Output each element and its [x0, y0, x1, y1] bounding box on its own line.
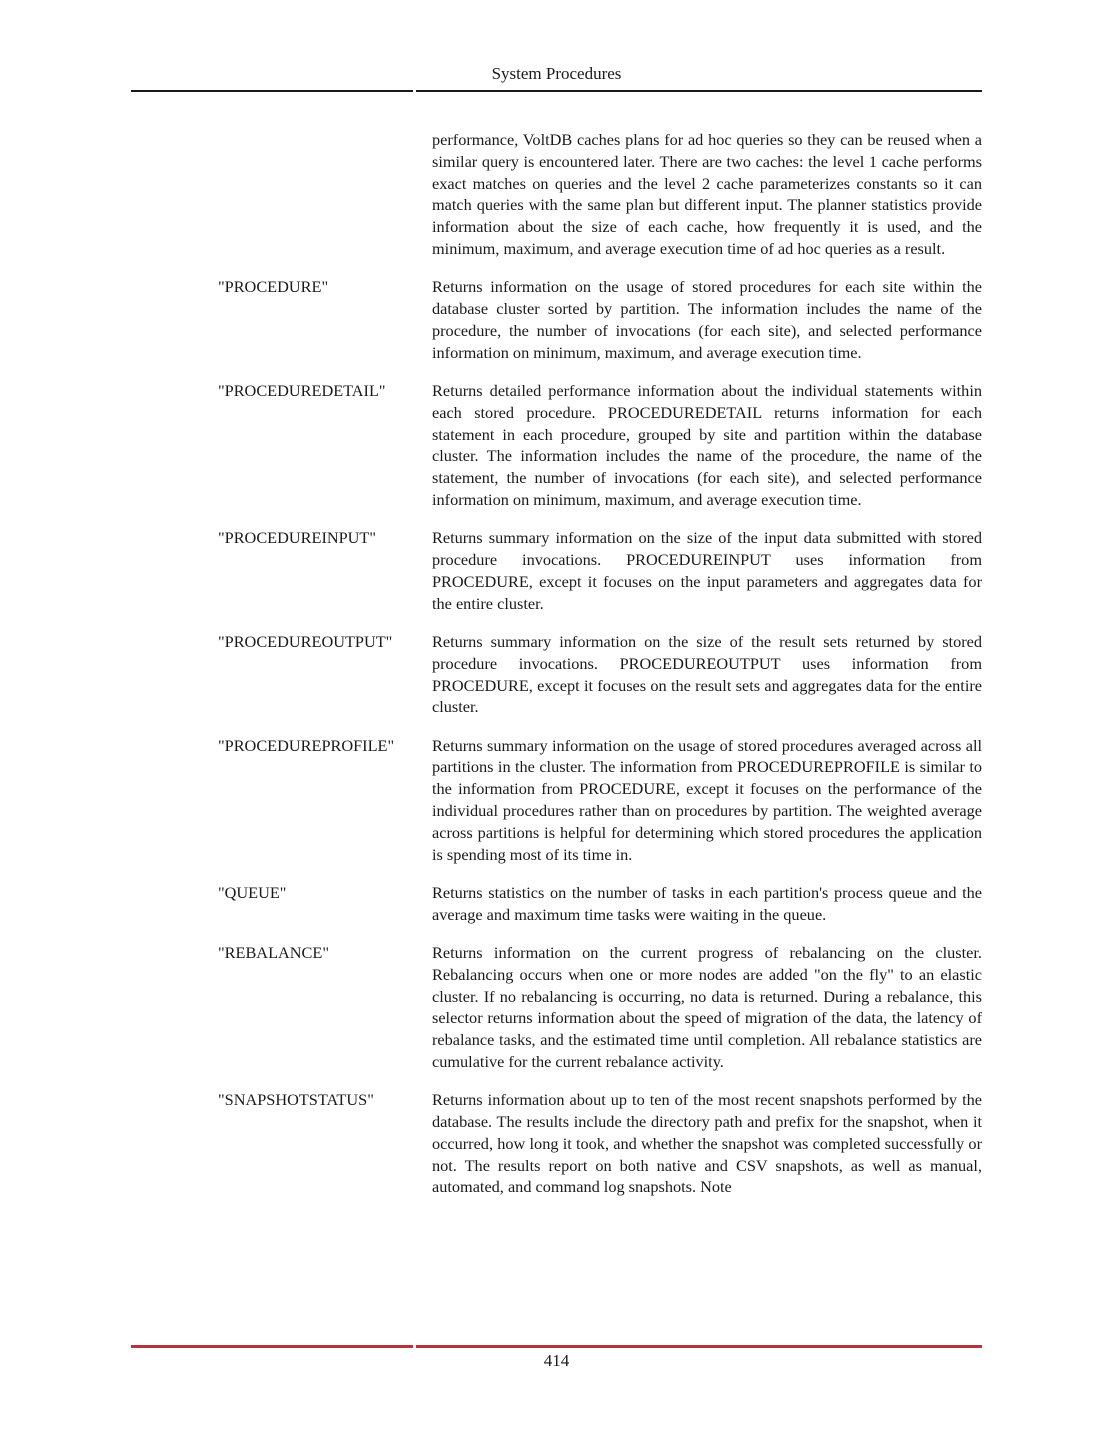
entry-description: performance, VoltDB caches plans for ad hoc queries so they can be reused when a similar query is encountered later. There are two caches: the level 1 cache performs exact matches on queries and the level 2 cache parameterizes constants so it can match queries with the same plan but different input. The planner statistics provide information about the size of each cache, how frequently it is used, and the minimum, maximum, and average execution time of ad hoc queries as a result. — [432, 130, 982, 258]
entry-term: "PROCEDUREPROFILE" — [218, 735, 395, 755]
entry-description: Returns detailed performance information about the individual statements within each stored procedure. PROCEDUREDETAIL returns information for each statement in each procedure, grouped by site and partition within the database cluster. The information includes the name of the procedure, the name of the statement, the number of invocations (for each site), and selected performance information on minimum, maximum, and average execution time. — [432, 380, 982, 509]
entry-description: Returns summary information on the size of the input data submitted with stored procedure invocations. PROCEDUREINPUT uses information from PROCEDURE, except it focuses on the input parameters and aggregates data for the entire cluster. — [432, 528, 982, 613]
entry-term: "PROCEDUREOUTPUT" — [218, 631, 393, 651]
entry-continuation — [0, 129, 1113, 260]
entry-procedureoutput — [0, 631, 1113, 718]
entry-term: "REBALANCE" — [218, 943, 329, 962]
entry-procedureprofile — [0, 735, 1113, 866]
header-rule-left-segment — [131, 90, 413, 92]
footer-rule — [131, 1345, 982, 1348]
entry-description: Returns summary information on the usage of stored procedures averaged across all partitions in the cluster. The information from PROCEDUREPROFILE is similar to the information from PROCEDURE, except it focuses on the performance of the individual procedures rather than on procedures by partition. The weighted average across partitions is helpful for determining which stored procedures the application is spending most of its time in. — [432, 735, 982, 864]
footer-rule-right-segment — [416, 1345, 982, 1348]
entry-rebalance — [0, 942, 1113, 1073]
entry-term: "QUEUE" — [218, 882, 287, 902]
entry-procedureinput — [0, 527, 1113, 614]
footer-rule-left-segment — [131, 1345, 413, 1348]
entry-description: Returns information on the usage of stored procedures for each site within the database cluster sorted by partition. The information includes the name of the procedure, the number of invocations (for each site), and selected performance information on minimum, maximum, and average execution time. — [432, 277, 982, 362]
page-number: 414 — [543, 1351, 570, 1370]
entry-term: "PROCEDURE" — [218, 277, 329, 297]
entry-description: Returns statistics on the number of tasks in each partition's process queue and the average and maximum time tasks were waiting in the queue. — [432, 882, 982, 924]
entry-term: "PROCEDUREDETAIL" — [218, 380, 386, 400]
entry-description: Returns information about up to ten of the most recent snapshots performed by the database. The results include the directory path and prefix for the snapshot, when it occurred, how long it took, and whether the snapshot was completed successfully or not. The results report on both native and CSV snapshots, as well as manual, automated, and command log snapshots. Note — [432, 1090, 982, 1197]
entry-proceduredetail — [0, 380, 1113, 511]
header-rule — [131, 90, 982, 92]
page-body — [0, 129, 1113, 1215]
entry-description: Returns summary information on the size of the result sets returned by stored procedure invocations. PROCEDUREOUTPUT uses information from PROCEDURE, except it focuses on the result sets and aggregates data for the entire cluster. — [432, 631, 982, 717]
entry-term: "PROCEDUREINPUT" — [218, 528, 377, 548]
entry-term: "SNAPSHOTSTATUS" — [218, 1090, 374, 1110]
page-header-title: System Procedures — [491, 64, 622, 83]
entry-description: Returns information on the current progress of rebalancing on the cluster. Rebalancing occurs when one or more nodes are added "on the fly" to an elastic cluster. If no rebalancing is occurring, no data is returned. During a rebalance, this selector returns information about the speed of migration of the data, the latency of rebalance tasks, and the estimated time until completion. All rebalance statistics are cumulative for the current rebalance activity. — [432, 943, 982, 1071]
entry-snapshotstatus — [0, 1089, 1113, 1198]
entry-queue — [0, 882, 1113, 926]
header-rule-right-segment — [416, 90, 982, 92]
entry-procedure — [0, 276, 1113, 363]
